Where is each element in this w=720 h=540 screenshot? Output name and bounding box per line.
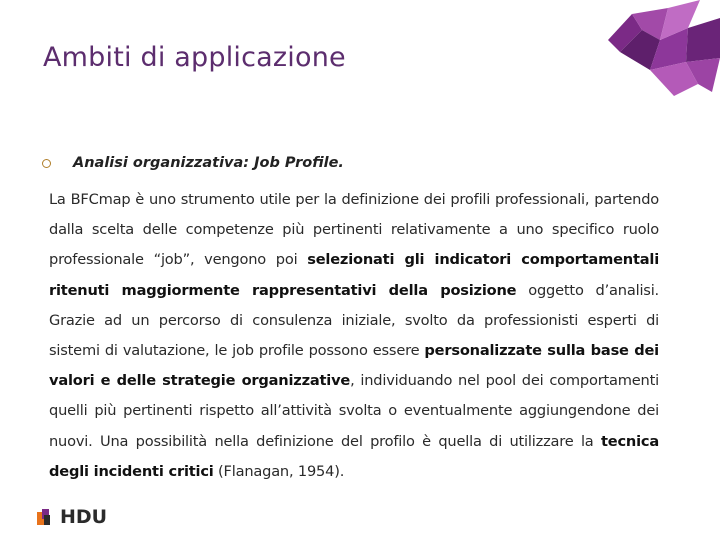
paragraph-bold-segment: personalizzate sulla base dei valori e delle strategie organizzative [49,342,659,390]
paragraph-segment: oggetto d’analisi. Grazie ad un percorso di consulenza iniziale, svolto da professionisti esperti di sistemi di valutazione, le job profile possono essere [49,281,659,360]
body-paragraph [49,185,659,487]
paragraph-segment: , individuando nel pool dei comportamenti quelli più pertinenti rispetto all’attività svolta o eventualmente aggiungendone dei nuovi. Una possibilità nella definizione del profilo è quella di utilizzare la [49,372,659,450]
paragraph-bold-segment: selezionati gli indicatori comportamentali ritenuti maggiormente rappresentativi della posizione [49,251,659,299]
paragraph-segment: La BFCmap è uno strumento utile per la definizione dei profili professionali, partendo dalla scelta delle competenze più pertinenti relativamente a uno specifico ruolo professionale “job”, vengono poi [49,191,659,269]
paragraph-segment: (Flanagan, 1954). [213,462,345,480]
decorative-ribbon-graphic [590,0,720,110]
bullet-text: Analisi organizzativa: Job Profile. [73,155,344,171]
paragraph-bold-segment: tecnica degli incidenti critici [49,432,659,480]
logo-text: HDU [60,506,108,528]
hdu-logo [37,506,107,528]
bullet-item [42,155,344,171]
slide-title: Ambiti di applicazione [43,42,346,73]
circle-bullet-icon [42,159,51,168]
hdu-logo-mark-icon [37,509,57,525]
